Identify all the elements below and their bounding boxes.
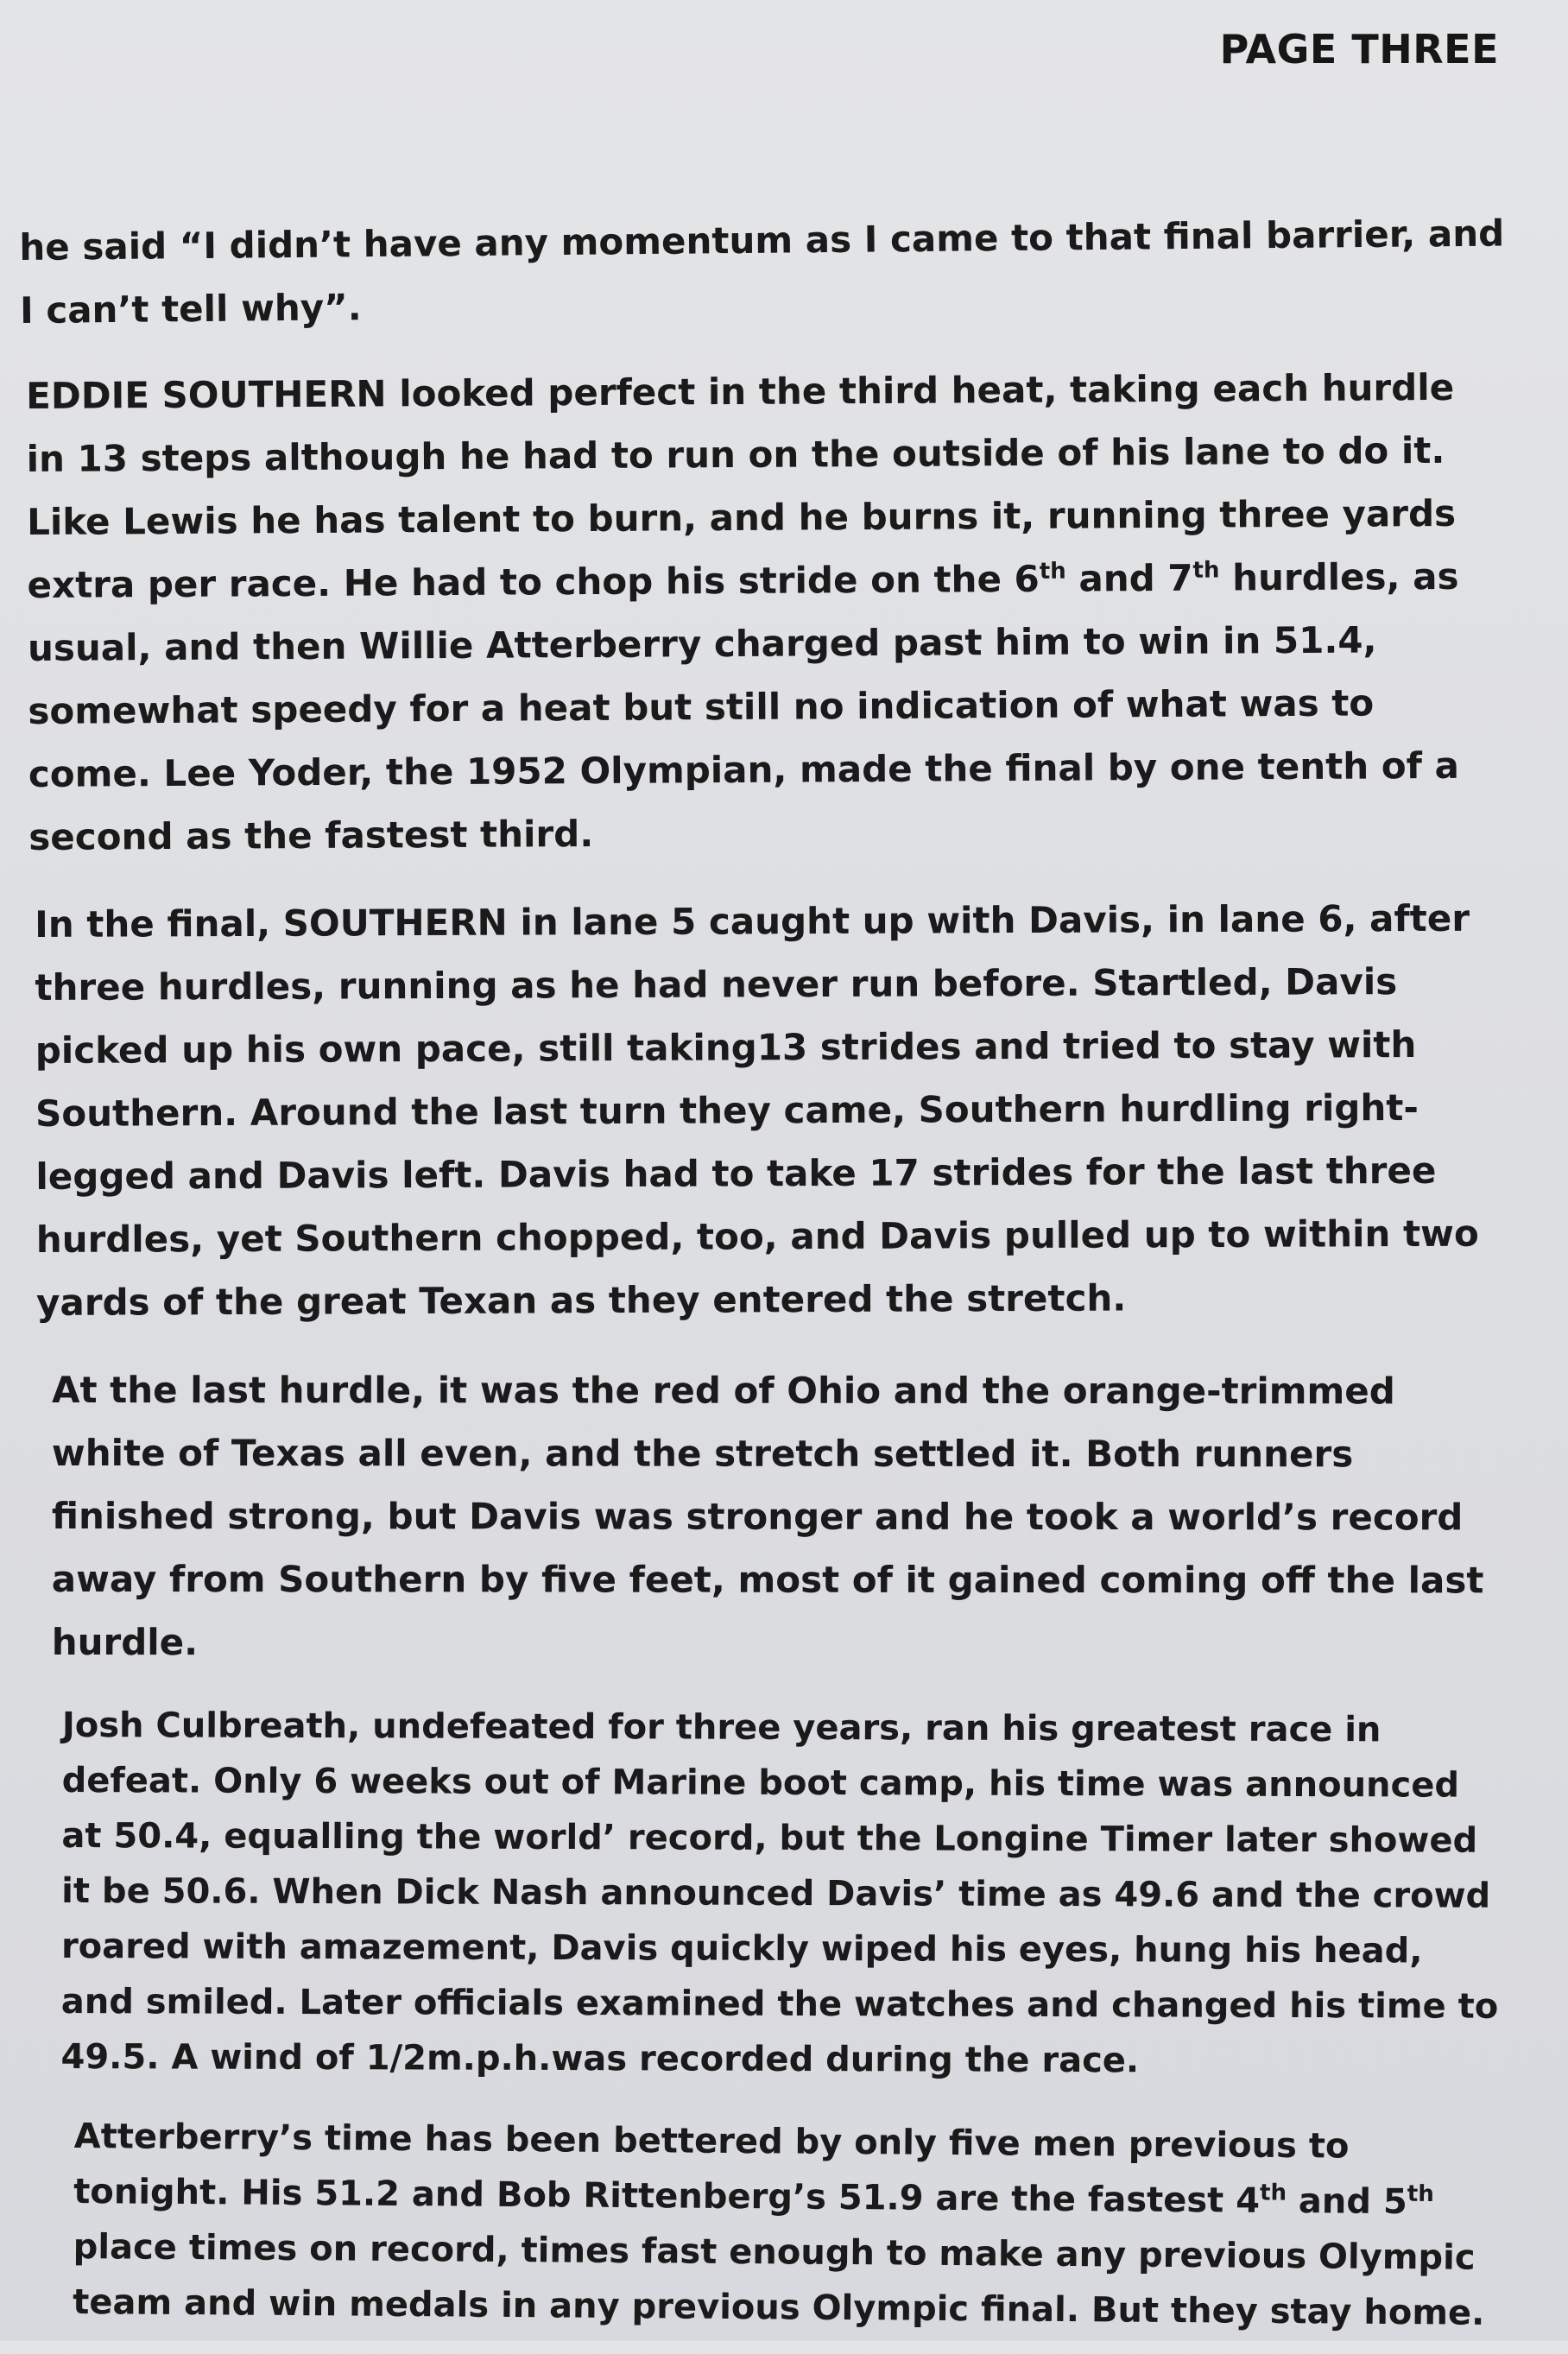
paragraph-josh-culbreath <box>60 1698 1504 2090</box>
ordinal-suffix: th <box>1259 2180 1287 2206</box>
paragraph-momentum-quote <box>19 201 1505 342</box>
paragraph-text: and 7 <box>1065 556 1193 600</box>
paragraph-text: hurdles, as usual, and then Willie Atterberry charged past him to win in 51.4, somewhat speedy for a heat but still no indication of what was to come. Lee Yoder, the 1952 Olympian, made the final by one tenth of a second as the fastest third. <box>27 554 1460 858</box>
article-body <box>19 212 1505 2354</box>
page-number-header: PAGE THREE <box>1219 26 1499 73</box>
ordinal-suffix: th <box>1407 2180 1434 2208</box>
paragraph-text: In the final, SOUTHERN in lane 5 caught up with Davis, in lane 6, after three hurdles, running as he had never run before. Startled, Davis picked up his own pace, still taking13 strides and tried to stay with Southern. Around the last turn they came, Southern hurdling right-legged and Davis left. Davis had to take 17 strides for the last three hurdles, yet Southern chopped, too, and Davis pulled up to within two yards of the great Texan as they entered the stretch. <box>35 896 1479 1324</box>
paragraph-text: Josh Culbreath, undefeated for three years, ran his greatest race in defeat. Only 6 weeks out of Marine boot camp, his time was announced at 50.4, equalling the world’ record, but the Longine Timer later showed it be 50.6. When Dick Nash announced Davis’ time as 49.6 and the crowd roared with amazement, Davis quickly wiped his eyes, hung his head, and smiled. Later officials examined the watches and changed his time to 49.5. A wind of 1/2m.p.h.was recorded during the race. <box>60 1705 1499 2081</box>
paragraph-text: EDDIE SOUTHERN looked perfect in the third heat, taking each hurdle in 13 steps although he had to run on the outside of his lane to do it. Like Lewis he has talent to burn, and he burns it, running three yards extra per race. He had to chop his stride on the 6 <box>26 365 1457 606</box>
paragraph-text: Atterberry’s time has been bettered by only five men previous to tonight. His 51.2 and Bob Rittenberg’s 51.9 are the fastest 4 <box>73 2116 1350 2221</box>
paragraph-text: At the last hurdle, it was the red of Ohio and the orange-trimmed white of Texas all even, and the stretch settled it. Both runners finished strong, but Davis was stronger and he took a world’s record away from Southern by five feet, most of it gained coming off the last hurdle. <box>51 1369 1484 1664</box>
paragraph-text: he said “I didn’t have any momentum as I came to that final barrier, and I can’t tell why”. <box>19 212 1505 332</box>
paragraph-text: place times on record, times fast enough to make any previous Olympic team and win medals in any previous Olympic final. But they stay home. <box>73 2226 1485 2333</box>
ordinal-suffix: th <box>1192 557 1220 584</box>
paragraph-last-hurdle <box>52 1358 1504 1674</box>
paragraph-the-final <box>35 887 1506 1334</box>
paragraph-text: and 5 <box>1286 2181 1407 2223</box>
ordinal-suffix: th <box>1039 558 1066 585</box>
paragraph-atterberry-time <box>73 2109 1504 2341</box>
paragraph-eddie-southern-heat <box>26 356 1508 869</box>
